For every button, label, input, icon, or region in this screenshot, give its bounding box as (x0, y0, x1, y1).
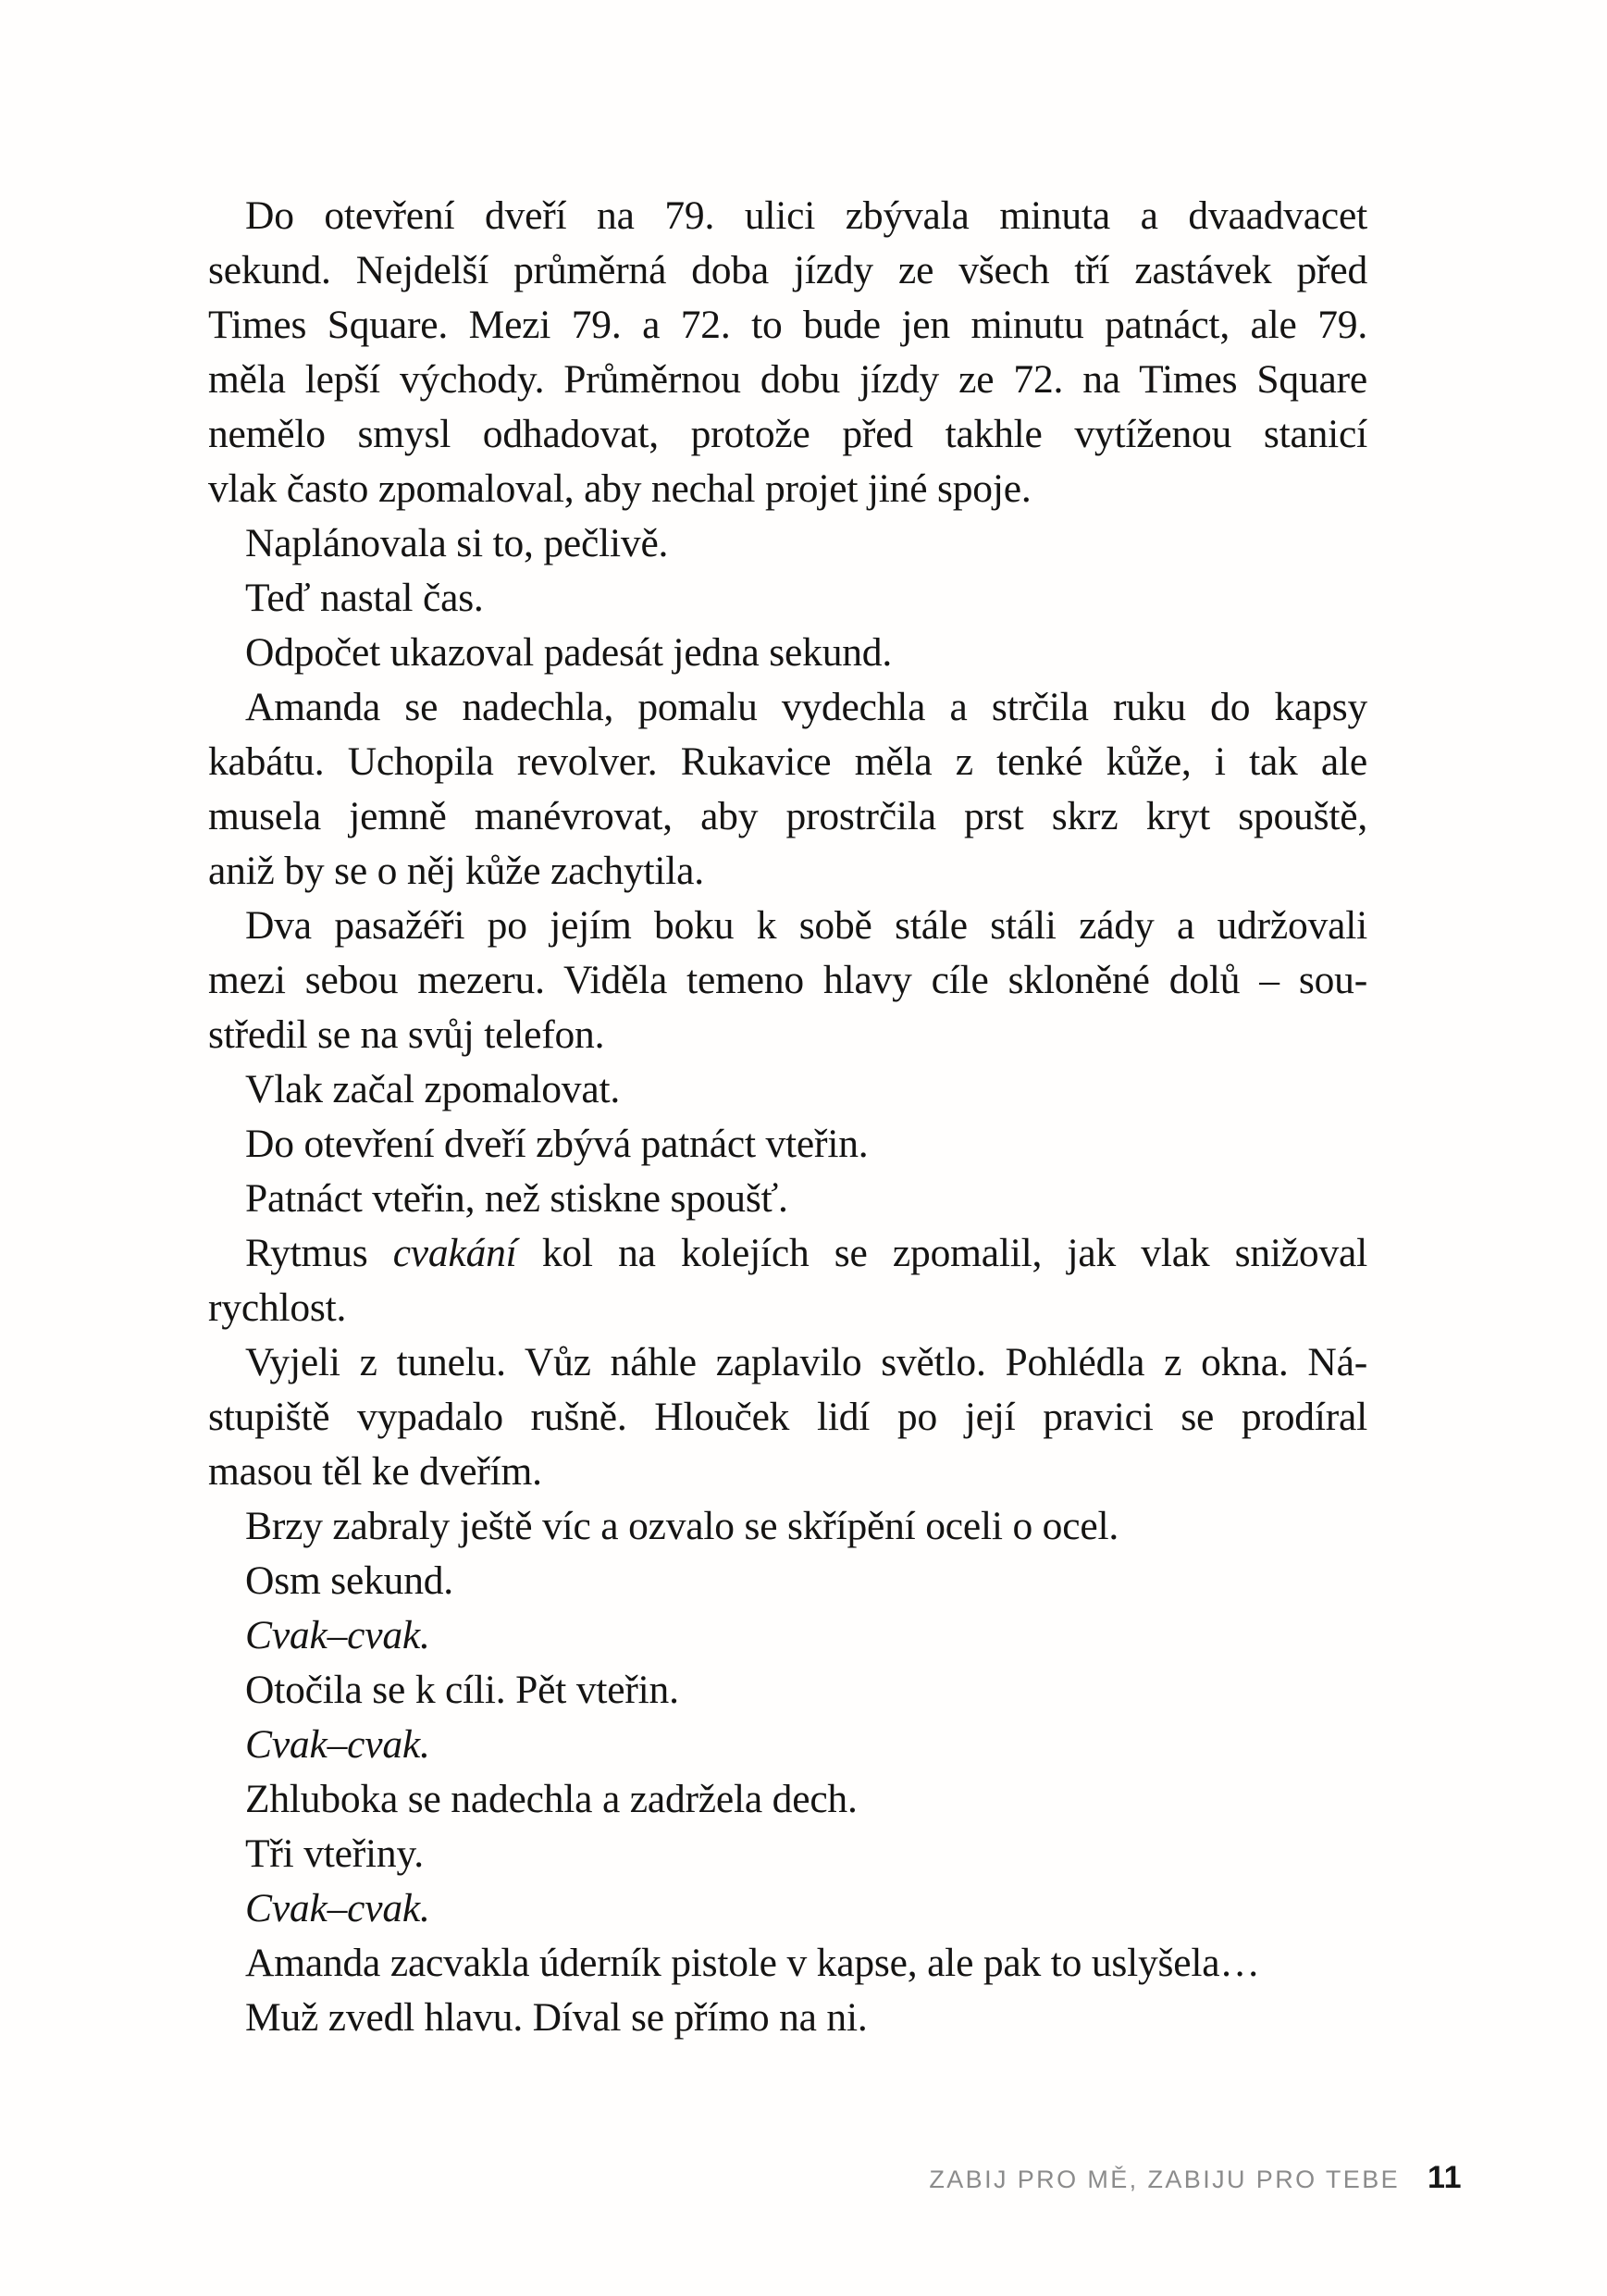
text-segment: Teď nastal čas. (245, 576, 484, 620)
text-line (208, 1554, 1367, 1608)
text-segment: Do otevření dveří zbývá patnáct vteřin. (245, 1122, 869, 1166)
text-segment: sekund. Nejdelší průměrná doba jízdy ze všech tří zastávek před (208, 248, 1367, 292)
text-segment: rychlost. (208, 1285, 347, 1330)
page-footer (929, 2160, 1462, 2196)
text-segment: Brzy zabraly ještě víc a ozvalo se skřípění oceli o ocel. (245, 1504, 1119, 1548)
running-title: ZABIJ PRO MĚ, ZABIJU PRO TEBE (929, 2166, 1401, 2193)
text-line (208, 1445, 1367, 1499)
text-segment: aniž by se o něj kůže zachytila. (208, 849, 704, 893)
text-line (208, 1608, 1367, 1663)
text-segment: středil se na svůj telefon. (208, 1012, 605, 1057)
text-segment: Muž zvedl hlavu. Díval se přímo na ni. (245, 1995, 868, 2040)
text-line (208, 789, 1367, 844)
text-line (208, 899, 1367, 953)
text-segment: Amanda se nadechla, pomalu vydechla a strčila ruku do kapsy (245, 685, 1367, 729)
text-line (208, 1936, 1367, 1991)
text-segment: Zhluboka se nadechla a zadržela dech. (245, 1777, 858, 1821)
text-segment: musela jemně manévrovat, aby prostrčila prst skrz kryt spouště, (208, 794, 1367, 838)
text-line (208, 189, 1367, 243)
text-line (208, 1663, 1367, 1718)
text-segment: Rytmus (245, 1231, 393, 1275)
italic-text-segment: Cvak–cvak. (245, 1613, 430, 1657)
text-line (208, 1881, 1367, 1936)
italic-text-segment: Cvak–cvak. (245, 1722, 430, 1767)
italic-text-segment: Cvak–cvak. (245, 1886, 430, 1930)
text-line (208, 1281, 1367, 1335)
text-line (208, 1117, 1367, 1172)
text-segment: Vlak začal zpomalovat. (245, 1067, 621, 1111)
text-segment: Osm sekund. (245, 1558, 453, 1603)
text-line (208, 1172, 1367, 1226)
text-line (208, 735, 1367, 789)
text-line (208, 626, 1367, 680)
page-number: 11 (1428, 2160, 1462, 2195)
text-segment: nemělo smysl odhadovat, protože před takhle vytíženou stanicí (208, 412, 1367, 456)
text-line (208, 1226, 1367, 1281)
text-block (208, 189, 1367, 2045)
text-line (208, 353, 1367, 407)
text-segment: stupiště vypadalo rušně. Hlouček lidí po její pravici se prodíral (208, 1395, 1367, 1439)
text-line (208, 1499, 1367, 1554)
text-line (208, 407, 1367, 462)
text-line (208, 1062, 1367, 1117)
text-segment: Amanda zacvakla úderník pistole v kapse, ale pak to uslyšela… (245, 1941, 1260, 1985)
text-segment: Odpočet ukazoval padesát jedna sekund. (245, 630, 893, 675)
text-segment: masou těl ke dveřím. (208, 1449, 542, 1494)
italic-text-segment: cvakání (392, 1231, 517, 1275)
text-segment: Times Square. Mezi 79. a 72. to bude jen minutu patnáct, ale 79. (208, 303, 1367, 347)
text-segment: Naplánovala si to, pečlivě. (245, 521, 669, 565)
text-segment: Tři vteřiny. (245, 1831, 424, 1876)
text-segment: měla lepší východy. Průměrnou dobu jízdy ze 72. na Times Square (208, 357, 1367, 402)
text-segment: Vyjeli z tunelu. Vůz náhle zaplavilo světlo. Pohlédla z okna. Ná- (245, 1340, 1367, 1384)
text-line (208, 462, 1367, 516)
text-segment: Patnáct vteřin, než stiskne spoušť. (245, 1176, 788, 1221)
text-line (208, 1390, 1367, 1445)
text-line (208, 1991, 1367, 2045)
text-segment: Otočila se k cíli. Pět vteřin. (245, 1668, 679, 1712)
text-segment: mezi sebou mezeru. Viděla temeno hlavy cíle skloněné dolů – sou- (208, 958, 1367, 1002)
text-segment: kabátu. Uchopila revolver. Rukavice měla z tenké kůže, i tak ale (208, 739, 1367, 784)
text-line (208, 516, 1367, 571)
text-line (208, 1772, 1367, 1827)
text-line (208, 1718, 1367, 1772)
text-line (208, 571, 1367, 626)
text-line (208, 953, 1367, 1008)
text-line (208, 298, 1367, 353)
text-segment: kol na kolejích se zpomalil, jak vlak snižoval (516, 1231, 1367, 1275)
text-line (208, 1008, 1367, 1062)
text-segment: Do otevření dveří na 79. ulici zbývala minuta a dvaadvacet (245, 193, 1367, 238)
text-line (208, 243, 1367, 298)
text-line (208, 844, 1367, 899)
text-line (208, 1827, 1367, 1881)
text-line (208, 680, 1367, 735)
text-line (208, 1335, 1367, 1390)
text-segment: Dva pasažéři po jejím boku k sobě stále stáli zády a udržovali (245, 903, 1367, 948)
text-segment: vlak často zpomaloval, aby nechal projet jiné spoje. (208, 466, 1032, 511)
